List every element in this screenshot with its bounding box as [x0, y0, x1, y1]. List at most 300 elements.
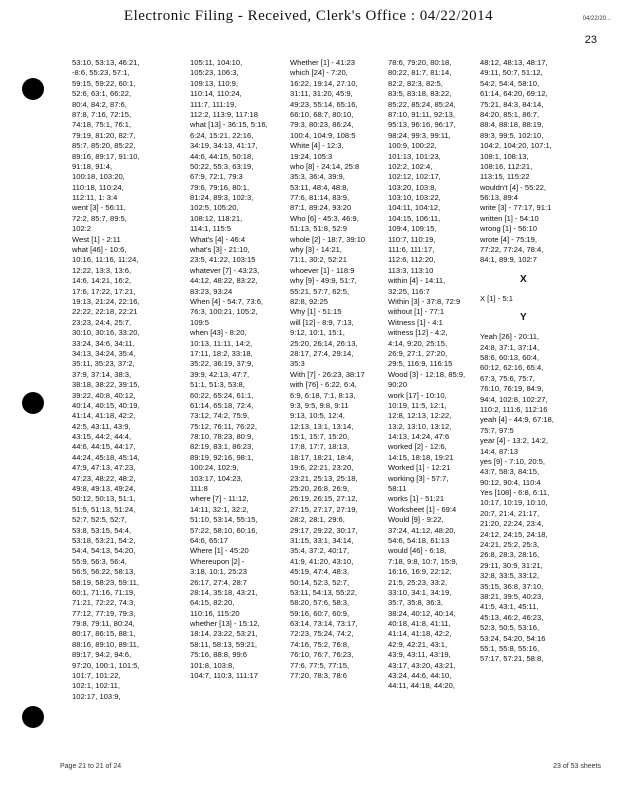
index-entry-line: 18:17, 18:21, 18:4,: [290, 452, 354, 462]
index-entry-line: 94:4, 102:8, 102:27,: [480, 394, 548, 404]
index-entry-line: 88:4, 88:18, 88:19,: [480, 120, 544, 130]
index-entry-line: 84:1, 89:9, 102:7: [480, 255, 538, 265]
index-entry-line: 41:14, 41:18, 42:2,: [388, 629, 452, 639]
index-entry-line: 25:20, 26:8, 26:9,: [290, 484, 350, 494]
index-entry-line: yes [9] - 7:10, 20:5,: [480, 456, 546, 466]
index-entry-line: 37:24, 41:12, 48:20,: [388, 525, 456, 535]
index-entry-line: 35:3: [290, 359, 305, 369]
index-entry-line: worked [2] - 12:6,: [388, 442, 447, 452]
index-entry-line: Witness [1] - 4:1: [388, 317, 443, 327]
index-entry-line: 114:1, 115:5: [190, 224, 232, 234]
index-entry-line: 60:1, 71:16, 71:19,: [72, 587, 136, 597]
index-entry-line: 71:21, 72:22, 74:3,: [72, 598, 136, 608]
index-entry-line: 102:17, 103:9,: [72, 691, 121, 701]
index-entry-line: 103:20, 103:8,: [388, 182, 437, 192]
index-entry-line: 16:22, 19:14, 27:10,: [290, 78, 358, 88]
index-entry-line: 35:11, 35:23, 37:2,: [72, 359, 135, 369]
index-entry-line: 10:19, 11:5, 12:1,: [388, 400, 447, 410]
index-entry-line: 47:23, 48:22, 48:2,: [72, 473, 136, 483]
index-entry-line: 75:12, 76:11, 76:22,: [190, 421, 257, 431]
footer-sheet-count: 23 of 53 sheets: [553, 763, 601, 770]
index-entry-line: 72:23, 75:24, 74:2,: [290, 629, 354, 639]
index-entry-line: 55:21, 57:7, 62:5,: [290, 286, 350, 296]
index-entry-line: 9:3, 9:5, 9:8, 9:11: [290, 400, 349, 410]
index-entry-line: 31:11, 31:20, 45:9,: [290, 89, 353, 99]
index-entry-line: 113:15, 115:22: [480, 172, 530, 182]
index-entry-line: wouldn't [4] - 55:22,: [480, 182, 547, 192]
punch-hole-icon: [22, 392, 44, 414]
index-entry-line: 53:18, 53:21, 54:2,: [72, 535, 136, 545]
index-entry-line: 14:11, 32:1, 32:2,: [190, 504, 249, 514]
index-entry-line: 49:23, 55:14, 65:16,: [290, 99, 358, 109]
index-column-4: [388, 58, 465, 692]
index-entry-line: 17:11, 18:2, 33:18,: [190, 348, 253, 358]
index-entry-line: 112:6, 112:20,: [388, 255, 436, 265]
index-entry-line: whole [2] - 18:7, 39:10: [290, 234, 366, 244]
index-entry-line: 21:5, 25:23, 33:2,: [388, 577, 448, 587]
index-entry-line: 14:15, 18:18, 19:21: [388, 452, 454, 462]
index-entry-line: 33:24, 34:6, 34:11,: [72, 338, 135, 348]
index-entry-line: 112:11, 1: 3:4: [72, 193, 118, 203]
index-entry-line: 78:10, 78:23, 80:9,: [190, 432, 254, 442]
index-entry-line: 111:8: [190, 484, 208, 494]
index-column-1: [72, 58, 140, 702]
index-entry-line: 102:2: [72, 224, 92, 234]
index-entry-line: 100:4, 104:9, 108:5: [290, 130, 356, 140]
index-entry-line: 21:20, 22:24, 23:4,: [480, 519, 544, 529]
index-entry-line: 26:8, 28:3, 28:16,: [480, 550, 540, 560]
index-entry-line: 35:3, 36:4, 39:9,: [290, 172, 345, 182]
index-entry-line: 35:4, 37:2, 40:17,: [290, 546, 350, 556]
index-entry-line: 100:24, 102:9,: [190, 463, 239, 473]
index-entry-line: 108:16, 112:21,: [480, 161, 533, 171]
index-entry-line: 14:4, 87:13: [480, 446, 519, 456]
index-entry-line: 12:22, 13:3, 13:6,: [72, 265, 132, 275]
index-entry-line: 10:13, 11:11, 14:2,: [190, 338, 253, 348]
index-entry-line: 79:19, 81:20, 82:7,: [72, 130, 136, 140]
index-entry-line: 73:12, 74:2, 75:9,: [190, 411, 250, 421]
index-entry-line: 58:11, 58:13, 59:21,: [190, 639, 257, 649]
index-entry-line: 89:16, 89:17, 91:10,: [72, 151, 140, 161]
index-entry-line: 79:3, 80:23, 86:24,: [290, 120, 354, 130]
index-entry-line: 56:5, 56:22, 58:13,: [72, 567, 136, 577]
index-column-3: [290, 58, 365, 681]
index-entry-line: 27:15, 27:17, 27:19,: [290, 504, 358, 514]
index-entry-line: 16:16, 16:9, 22:12,: [388, 567, 452, 577]
index-entry-line: 17:8, 17:7, 18:13,: [290, 442, 350, 452]
index-entry-line: Who [6] - 45:3, 46:9,: [290, 213, 359, 223]
index-entry-line: 19:24, 105:3: [290, 151, 333, 161]
index-entry-line: 29:11, 30:9, 31:21,: [480, 560, 543, 570]
index-entry-line: 77:6, 81:14, 83:9,: [290, 193, 350, 203]
index-entry-line: 102:1, 102:11,: [72, 681, 120, 691]
index-entry-line: year [4] - 13:2, 14:2,: [480, 436, 548, 446]
index-entry-line: 32:8, 33:5, 33:12,: [480, 571, 540, 581]
punch-hole-icon: [22, 706, 44, 728]
index-entry-line: 57:22, 58:10, 60:16,: [190, 525, 258, 535]
index-entry-line: 88:16, 89:10, 89:11,: [72, 639, 139, 649]
index-entry-line: 105:23, 106:3,: [190, 68, 239, 78]
index-entry-line: 77:6, 77:5, 77:15,: [290, 660, 350, 670]
index-entry-line: 52:6, 63:1, 66:22,: [72, 89, 132, 99]
index-entry-line: 72:2, 85:7, 89:5,: [72, 213, 127, 223]
index-entry-line: why [3] - 14:21,: [290, 245, 342, 255]
index-entry-line: 95:13, 96:16, 96:17,: [388, 120, 456, 130]
index-entry-line: 14:13, 14:24, 47:6: [388, 432, 450, 442]
index-entry-line: 53:11, 48:4, 48:8,: [290, 182, 349, 192]
index-entry-line: 19:6, 22:21, 23:20,: [290, 463, 354, 473]
index-entry-line: 82:8, 92:25: [290, 296, 329, 306]
index-entry-line: 102:12, 102:17,: [388, 172, 441, 182]
index-entry-line: 90:12, 90:4, 110:4: [480, 477, 541, 487]
index-entry-line: 85:22, 85:24, 85:24,: [388, 99, 456, 109]
index-entry-line: 28:17, 27:4, 29:14,: [290, 348, 354, 358]
index-entry-line: 38:24, 40:12, 40:14,: [388, 608, 456, 618]
index-entry-line: within [4] - 14:11,: [388, 276, 446, 286]
index-entry-line: 66:10, 68:7, 80:10,: [290, 109, 354, 119]
index-entry-line: 6:9, 6:18, 7:1, 8:13,: [290, 390, 356, 400]
index-entry-line: 71:1, 30:2, 52:21: [290, 255, 348, 265]
index-entry-line: 64:15, 82:20,: [190, 598, 235, 608]
index-entry-line: 100:18, 103:20,: [72, 172, 125, 182]
index-entry-line: 31:15, 33:1, 34:14,: [290, 535, 354, 545]
index-entry-line: work [17] - 10:10,: [388, 390, 447, 400]
index-entry-line: 87:10, 91:11, 92:13,: [388, 109, 455, 119]
index-entry-line: 45:19, 47:4, 48:3,: [290, 567, 350, 577]
index-entry-line: without [1] - 77:1: [388, 307, 445, 317]
index-entry-line: 53:10, 53:13, 46:21,: [72, 58, 140, 67]
index-entry-line: 13:2, 13:10, 13:12,: [388, 421, 452, 431]
index-entry-line: 75:21, 84:3, 84:14,: [480, 99, 544, 109]
filing-stamp: 04/22/20...: [582, 16, 611, 22]
index-entry-line: 61:14, 65:18, 72:4,: [190, 400, 254, 410]
index-entry-line: 67:9, 72:1, 79:3: [190, 172, 243, 182]
index-entry-line: 34:13, 34:24, 35:4,: [72, 348, 136, 358]
page-number: 23: [584, 34, 597, 46]
index-entry-line: 35:15, 36:8, 37:10,: [480, 581, 544, 591]
index-entry-line: 49:8, 49:13, 49:24,: [72, 484, 136, 494]
index-entry-line: 24:8, 37:1, 37:14,: [480, 342, 540, 352]
index-entry-line: 78:6, 79:20, 80:18,: [388, 58, 452, 67]
index-entry-line: 55:9, 56:3, 56:4,: [72, 556, 127, 566]
index-entry-line: 45:13, 46:2, 46:23,: [480, 612, 544, 622]
footer-page-range: Page 21 to 21 of 24: [60, 763, 122, 770]
index-entry-line: 77:22, 77:24, 78:4,: [480, 245, 544, 255]
index-entry-line: 28:2, 28:1, 29:6,: [290, 515, 345, 525]
index-entry-line: works [1] - 51:21: [388, 494, 445, 504]
index-entry-line: 19:13, 21:24, 22:16,: [72, 296, 140, 306]
index-entry-line: 44:6, 44:15, 44:17,: [72, 442, 136, 452]
index-entry-line: 64:6, 65:17: [190, 535, 229, 545]
index-entry-line: 79:8, 79:11, 80:24,: [72, 619, 135, 629]
index-entry-line: 34:19, 34:13, 41:17,: [190, 141, 258, 151]
index-entry-line: 9:13, 10:5, 12:4,: [290, 411, 345, 421]
index-entry-line: 75:16, 88:8, 99:6: [190, 650, 248, 660]
index-entry-line: 24:12, 24:15, 24:18,: [480, 529, 548, 539]
index-entry-line: 98:24, 99:3, 99:11,: [388, 130, 451, 140]
index-entry-line: 23:5, 41:22, 103:15: [190, 255, 256, 265]
index-entry-line: what's [3] - 21:10,: [190, 245, 250, 255]
index-entry-line: 109:5: [190, 317, 210, 327]
index-entry-line: 76:10, 76:7, 76:23,: [290, 650, 354, 660]
index-entry-line: 43:9, 43:11, 43:19,: [388, 650, 451, 660]
index-entry-line: 97:20, 100:1, 101:5,: [72, 660, 140, 670]
index-entry-line: Why [1] - 51:15: [290, 307, 342, 317]
index-entry-line: who [8] - 24:14, 25:8: [290, 161, 360, 171]
index-entry-line: 22:22, 22:18, 22:21: [72, 307, 138, 317]
index-entry-line: Worked [1] - 12:21: [388, 463, 451, 473]
index-entry-line: 60:22, 65:24, 61:1,: [190, 390, 254, 400]
index-entry-line: 24:21, 25:2, 25:3,: [480, 540, 540, 550]
index-entry-line: 43:24, 44:6, 44:10,: [388, 671, 452, 681]
index-entry-line: Yes [108] - 6:8, 6:11,: [480, 488, 550, 498]
index-entry-line: 87:8, 7:16, 72:15,: [72, 109, 132, 119]
index-entry-line: 111:6, 111:17,: [388, 245, 435, 255]
index-entry-line: 41:14, 41:18, 42:2,: [72, 411, 136, 421]
index-entry-line: 76:3, 100:21, 105:2,: [190, 307, 258, 317]
index-entry-line: 15:1, 15:7, 15:20,: [290, 432, 350, 442]
index-entry-line: 26:19, 26:15, 27:12,: [290, 494, 358, 504]
index-entry-line: 58:6, 60:13, 60:4,: [480, 352, 540, 362]
index-entry-line: 35:22, 36:19, 37:9,: [190, 359, 254, 369]
index-entry-line: 101:8, 103:8,: [190, 660, 235, 670]
index-entry-line: 41:9, 41:20, 43:10,: [290, 556, 354, 566]
index-entry-line: 50:14, 52:3, 52:7,: [290, 577, 350, 587]
index-entry-line: 80:17, 86:15, 88:1,: [72, 629, 136, 639]
index-column-5: [480, 58, 554, 665]
index-entry-line: White [4] - 12:3,: [290, 141, 344, 151]
index-entry-line: 25:20, 26:14, 26:13,: [290, 338, 358, 348]
index-entry-line: whether [13] - 15:12,: [190, 619, 260, 629]
index-entry-line: 76:10, 76:19, 84:9,: [480, 384, 544, 394]
index-entry-line: 74:18, 75:1, 76:1,: [72, 120, 132, 130]
index-entry-line: witness [12] - 4:2,: [388, 328, 448, 338]
index-entry-line: 57:17, 57:21, 58:8,: [480, 654, 544, 664]
index-entry-line: Whereupon [2] -: [190, 556, 245, 566]
index-entry-line: 54:6, 54:18, 61:13: [388, 535, 450, 545]
index-entry-line: where [7] - 11:12,: [190, 494, 249, 504]
index-entry-line: 110:16, 115:20: [190, 608, 240, 618]
index-entry-line: Whether [1] - 41:23: [290, 58, 356, 67]
index-entry-line: 43:7, 58:3, 84:15,: [480, 467, 540, 477]
index-entry-line: 42:5, 43:11, 43:9,: [72, 421, 131, 431]
index-entry-line: 110:14, 110:24,: [190, 89, 242, 99]
index-entry-line: 47:9, 47:13, 47:23,: [72, 463, 136, 473]
index-entry-line: 81:24, 89:3, 102:3,: [190, 193, 254, 203]
index-entry-line: -8:6, 55:23, 57:1,: [72, 68, 130, 78]
index-entry-line: 84:20, 85:1, 86:7,: [480, 109, 540, 119]
index-entry-line: Wood [3] - 12:18, 85:9,: [388, 369, 466, 379]
index-entry-line: Yeah [26] - 20:11,: [480, 332, 540, 342]
index-entry-line: 14:6, 14:21, 16:2,: [72, 276, 132, 286]
index-entry-line: 51:5, 51:13, 51:24,: [72, 504, 136, 514]
index-entry-line: went [3] - 56:11,: [72, 203, 126, 213]
index-entry-line: 109:13, 110:9,: [190, 78, 238, 88]
index-entry-line: X [1] - 5:1: [480, 293, 513, 303]
index-entry-line: 44:6, 44:15, 50:18,: [190, 151, 254, 161]
index-entry-line: 12:8, 12:13, 12:22,: [388, 411, 452, 421]
index-entry-line: 109:4, 109:15,: [388, 224, 437, 234]
index-entry-line: 38:18, 38:22, 39:15,: [72, 380, 140, 390]
index-entry-line: wrote [4] - 75:19,: [480, 234, 537, 244]
index-entry-line: 82:2, 82:3, 82:5,: [388, 78, 443, 88]
index-entry-line: 53:11, 54:13, 55:22,: [290, 587, 357, 597]
index-entry-line: 50:22, 55:3, 63:19,: [190, 161, 254, 171]
index-entry-line: 111:7, 111:19,: [190, 99, 237, 109]
index-entry-line: When [4] - 54:7, 73:6,: [190, 296, 264, 306]
index-entry-line: 52:7, 52:5, 52:7,: [72, 515, 127, 525]
index-entry-line: 74:16, 75:2, 76:8,: [290, 639, 350, 649]
index-entry-line: written [1] - 54:10: [480, 213, 539, 223]
index-entry-line: Would [9] - 9:22,: [388, 515, 444, 525]
index-entry-line: 110:2, 111:6, 112:16: [480, 404, 548, 414]
index-entry-line: 104:11, 104:12,: [388, 203, 441, 213]
index-entry-line: 60:12, 62:16, 65:4,: [480, 363, 544, 373]
index-entry-line: yeah [4] - 44:9, 67:18,: [480, 415, 554, 425]
index-entry-line: 44:12, 48:22, 83:22,: [190, 276, 258, 286]
index-entry-line: 52:3, 50:5, 53:16,: [480, 623, 540, 633]
index-entry-line: 58:20, 57:6, 58:3,: [290, 598, 350, 608]
index-entry-line: would [46] - 6:18,: [388, 546, 447, 556]
index-entry-line: 20:7, 21:4, 21:17,: [480, 508, 540, 518]
index-entry-line: 32:25, 116:7: [388, 286, 430, 296]
index-entry-line: 90:20: [388, 380, 408, 390]
index-entry-line: 75:7, 97:5: [480, 425, 514, 435]
filing-header: Electronic Filing - Received, Clerk's Office : 04/22/2014: [123, 8, 494, 24]
index-entry-line: 3:18, 10:1, 25:23: [190, 567, 248, 577]
index-entry-line: 39:9, 42:13, 47:7,: [190, 369, 250, 379]
index-entry-line: 110:7, 110:19,: [388, 234, 436, 244]
index-entry-line: 103:10, 103:22,: [388, 193, 441, 203]
index-entry-line: 59:15, 59:22, 60:1,: [72, 78, 136, 88]
index-entry-line: 10:17, 10:19, 10:10,: [480, 498, 548, 508]
index-entry-line: 37:9, 37:14, 38:3,: [72, 369, 132, 379]
index-entry-line: 28:14, 35:18, 43:21,: [190, 587, 258, 597]
index-entry-line: whoever [1] - 118:9: [290, 265, 355, 275]
index-entry-line: 18:14, 23:22, 53:21,: [190, 629, 258, 639]
index-entry-line: 104:7, 110:3, 111:17: [190, 671, 258, 681]
index-entry-line: 43:15, 44:2, 44:4,: [72, 432, 132, 442]
index-entry-line: 29:5, 116:9, 116:15: [388, 359, 453, 369]
index-entry-line: write [3] - 77:17, 91:1: [480, 203, 552, 213]
index-entry-line: 33:10, 34:1, 34:19,: [388, 587, 452, 597]
index-entry-line: Where [1] - 45:20: [190, 546, 249, 556]
index-entry-line: 6:24, 15:21, 22:16,: [190, 130, 254, 140]
index-entry-line: whatever [7] - 43:23,: [190, 265, 260, 275]
index-entry-line: 55:1, 55:8, 55:16,: [480, 643, 540, 653]
index-entry-line: 12:13, 13:1, 13:14,: [290, 421, 354, 431]
index-entry-line: 83:23, 93:24: [190, 286, 233, 296]
index-entry-line: 9:12, 10:1, 15:1,: [290, 328, 345, 338]
index-entry-line: 101:13, 101:23,: [388, 151, 441, 161]
index-entry-line: 91:18, 91:4,: [72, 161, 113, 171]
index-letter-heading: X: [520, 273, 527, 285]
index-entry-line: 10:16, 11:16, 11:24,: [72, 255, 139, 265]
index-entry-line: 105:11, 104:10,: [190, 58, 243, 67]
index-entry-line: 102:2, 102:4,: [388, 161, 433, 171]
index-entry-line: will [12] - 8:9, 7:13,: [290, 317, 354, 327]
index-entry-line: 104:2, 104:20, 107:1,: [480, 141, 552, 151]
index-entry-line: 29:17, 29:22, 30:17,: [290, 525, 358, 535]
index-entry-line: 63:14, 73:14, 73:17,: [290, 619, 358, 629]
index-entry-line: 80:4, 84:2, 87:6,: [72, 99, 127, 109]
index-entry-line: which [24] - 7:20,: [290, 68, 348, 78]
index-entry-line: 51:13, 51:8, 52:9: [290, 224, 348, 234]
index-entry-line: 61:14, 64:20, 69:12,: [480, 89, 548, 99]
index-entry-line: what [46] - 10:6,: [72, 245, 127, 255]
index-entry-line: 80:22, 81:7, 81:14,: [388, 68, 452, 78]
index-entry-line: 26:17, 27:4, 28:7: [190, 577, 248, 587]
index-entry-line: 4:14, 9:20, 25:15,: [388, 338, 448, 348]
index-entry-line: 89:17, 94:2, 94:6,: [72, 650, 132, 660]
index-entry-line: 38:21, 39:5, 40:23,: [480, 591, 544, 601]
index-entry-line: 87:1, 89:24, 93:20: [290, 203, 352, 213]
index-entry-line: 77:20, 78:3, 78:6: [290, 671, 348, 681]
index-entry-line: 26:9, 27:1, 27:20,: [388, 348, 448, 358]
index-entry-line: 44:11, 44:18, 44:20,: [388, 681, 455, 691]
index-entry-line: 40:14, 40:15, 40:19,: [72, 400, 140, 410]
index-entry-line: wrong [1] - 56:10: [480, 224, 537, 234]
index-entry-line: 101:7, 101:22,: [72, 671, 121, 681]
index-column-2: [190, 58, 268, 681]
index-letter-heading: Y: [520, 312, 527, 324]
index-entry-line: 53:8, 53:15, 54:4,: [72, 525, 132, 535]
index-entry-line: 7:18, 9:8, 10:7, 15:9,: [388, 556, 458, 566]
index-entry-line: 89:19, 92:16, 98:1,: [190, 452, 254, 462]
index-entry-line: 83:5, 83:18, 83:22,: [388, 89, 452, 99]
index-entry-line: 40:18, 41:8, 41:11,: [388, 619, 451, 629]
index-entry-line: 54:4, 54:13, 54:20,: [72, 546, 136, 556]
index-entry-line: 108:1, 108:13,: [480, 151, 529, 161]
index-entry-line: 110:18, 110:24,: [72, 182, 124, 192]
index-entry-line: 39:22, 40:8, 40:12,: [72, 390, 136, 400]
index-entry-line: 17:6, 17:22, 17:21,: [72, 286, 136, 296]
index-entry-line: 77:12, 77:19, 79:3,: [72, 608, 136, 618]
index-entry-line: 112:2, 113:9, 117:18: [190, 109, 258, 119]
index-entry-line: with [76] - 6:22, 6:4,: [290, 380, 357, 390]
index-entry-line: 44:24, 45:18, 45:14,: [72, 452, 140, 462]
index-entry-line: 58:11: [388, 484, 407, 494]
index-entry-line: 56:13, 89:4: [480, 193, 519, 203]
index-entry-line: 58:19, 58:23, 59:11,: [72, 577, 139, 587]
index-entry-line: 53:24, 54:20, 54:16: [480, 633, 546, 643]
index-entry-line: Worksheet [1] - 69:4: [388, 504, 457, 514]
index-entry-line: working [3] - 57:7,: [388, 473, 449, 483]
index-entry-line: why [9] - 49:9, 51:7,: [290, 276, 357, 286]
index-entry-line: when [43] - 8:20,: [190, 328, 247, 338]
index-entry-line: 23:23, 24:4, 25:7,: [72, 317, 132, 327]
index-entry-line: 100:9, 100:22,: [388, 141, 437, 151]
index-entry-line: 59:16, 60:7, 60:9,: [290, 608, 350, 618]
index-entry-line: 89:3, 99:5, 102:10,: [480, 130, 544, 140]
index-entry-line: 51:10, 53:14, 55:15,: [190, 515, 258, 525]
index-entry-line: With [7] - 26:23, 38:17: [290, 369, 365, 379]
index-entry-line: West [1] - 2:11: [72, 234, 121, 244]
index-entry-line: 79:6, 79:16, 80:1,: [190, 182, 250, 192]
index-entry-line: 35:7, 35:8, 36:3,: [388, 598, 443, 608]
index-entry-line: 49:11, 50:7, 51:12,: [480, 68, 543, 78]
index-entry-line: 85:7, 85:20, 85:22,: [72, 141, 136, 151]
index-entry-line: 43:17, 43:20, 43:21,: [388, 660, 456, 670]
index-entry-line: 51:1, 51:3, 53:8,: [190, 380, 245, 390]
index-entry-line: 41:5, 43:1, 45:11,: [480, 602, 539, 612]
index-entry-line: 54:2, 54:4, 58:10,: [480, 78, 540, 88]
index-entry-line: 23:21, 25:13, 25:18,: [290, 473, 358, 483]
index-entry-line: 102:5, 105:20,: [190, 203, 239, 213]
index-entry-line: 103:17, 104:23,: [190, 473, 243, 483]
index-entry-line: 50:12, 50:13, 51:1,: [72, 494, 136, 504]
index-entry-line: What's [4] - 46:4: [190, 234, 246, 244]
